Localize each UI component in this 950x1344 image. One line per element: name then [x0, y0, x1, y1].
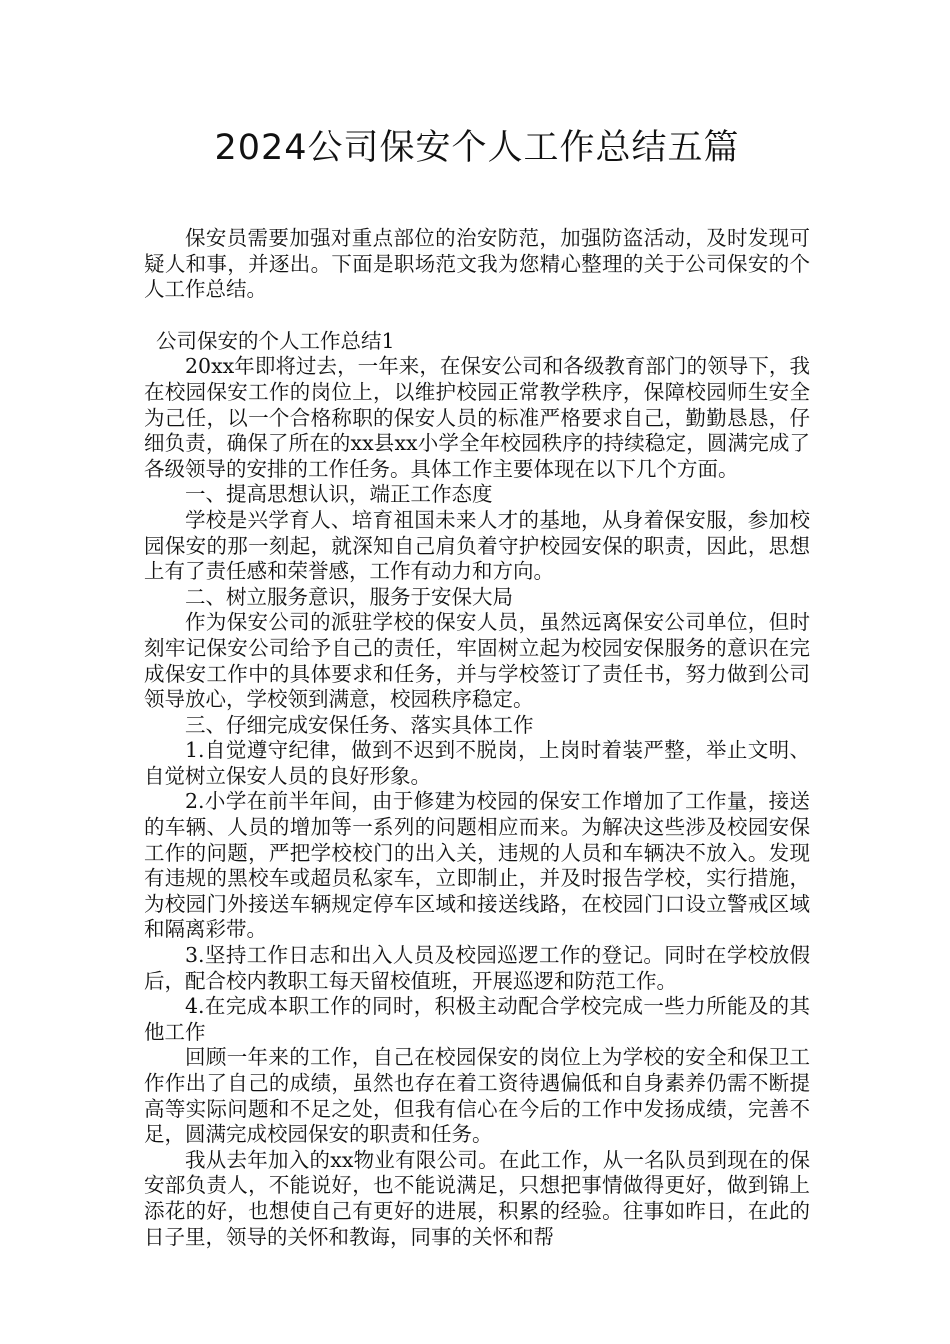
body-paragraph: 20xx年即将过去，一年来，在保安公司和各级教育部门的领导下，我在校园保安工作的岗位上，以维护校园正常教学秩序，保障校园师生安全为己任，以一个合格称职的保安人员的标准严格要求自己，勤勤恳恳，仔细负责，确保了所在的xx县xx小学全年校园秩序的持续稳定，圆满完成了各级领导的安排的工作任务。具体工作主要体现在以下几个方面。 [144, 354, 810, 481]
section-heading: 公司保安的个人工作总结1 [156, 328, 395, 353]
document-title: 2024公司保安个人工作总结五篇 [214, 128, 740, 168]
intro-paragraph: 保安员需要加强对重点部位的治安防范，加强防盗活动，及时发现可疑人和事，并逐出。下面是职场范文我为您精心整理的关于公司保安的个人工作总结。 [144, 226, 810, 302]
body-paragraph: 回顾一年来的工作，自己在校园保安的岗位上为学校的安全和保卫工作作出了自己的成绩，虽然也存在着工资待遇偏低和自身素养仍需不断提高等实际问题和不足之处，但我有信心在今后的工作中发扬成绩，完善不足，圆满完成校园保安的职责和任务。 [144, 1045, 810, 1147]
subheading-3: 三、仔细完成安保任务、落实具体工作 [185, 712, 534, 737]
list-item: 3.坚持工作日志和出入人员及校园巡逻工作的登记。同时在学校放假后，配合校内教职工每天留校值班，开展巡逻和防范工作。 [144, 943, 810, 993]
document-page [144, 120, 810, 1250]
paragraph-spacer [144, 303, 810, 329]
body-paragraph: 作为保安公司的派驻学校的保安人员，虽然远离保安公司单位，但时刻牢记保安公司给予自己的责任，牢固树立起为校园安保服务的意识在完成保安工作中的具体要求和任务，并与学校签订了责任书，努力做到公司领导放心，学校领到满意，校园秩序稳定。 [144, 610, 810, 712]
list-item: 4.在完成本职工作的同时，积极主动配合学校完成一些力所能及的其他工作 [144, 994, 810, 1044]
body-paragraph: 我从去年加入的xx物业有限公司。在此工作，从一名队员到现在的保安部负责人，不能说好，也不能说满足，只想把事情做得更好，做到锦上添花的好，也想使自己有更好的进展，积累的经验。往事如昨日，在此的日子里，领导的关怀和教诲，同事的关怀和帮 [144, 1147, 810, 1249]
body-paragraph: 学校是兴学育人、培育祖国未来人才的基地，从身着保安服，参加校园保安的那一刻起，就深知自己肩负着守护校园安保的职责，因此，思想上有了责任感和荣誉感，工作有动力和方向。 [144, 507, 810, 584]
subheading-1: 一、提高思想认识，端正工作态度 [185, 482, 493, 507]
subheading-2: 二、树立服务意识，服务于安保大局 [185, 584, 513, 609]
list-item: 1.自觉遵守纪律，做到不迟到不脱岗，上岗时着装严整，举止文明、自觉树立保安人员的良好形象。 [144, 738, 810, 788]
list-item: 2.小学在前半年间，由于修建为校园的保安工作增加了工作量，接送的车辆、人员的增加等一系列的问题相应而来。为解决这些涉及校园安保工作的问题，严把学校校门的出入关，违规的人员和车辆决不放入。发现有违规的黑校车或超员私家车，立即制止，并及时报告学校，实行措施，为校园门外接送车辆规定停车区域和接送线路，在校园门口设立警戒区域和隔离彩带。 [144, 789, 810, 942]
